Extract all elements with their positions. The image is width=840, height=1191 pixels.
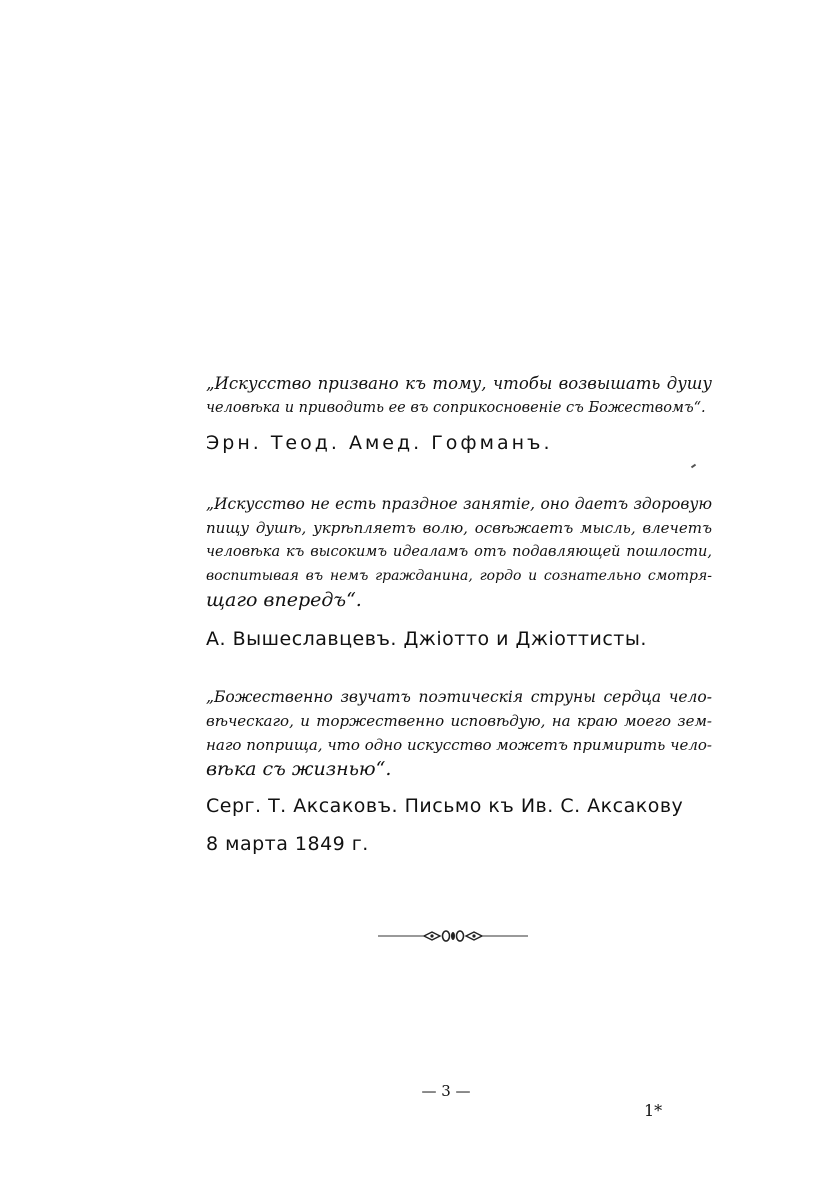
printer-signature-mark: 1* (644, 1101, 663, 1120)
attribution-date: 8 марта 1849 г. (206, 833, 369, 855)
page-number: — 3 — (421, 1082, 471, 1100)
quote-line: „Божественно звучатъ поэтическія струны сердца чело- (206, 688, 712, 706)
epigraph-aksakov (206, 685, 712, 857)
epigraph-hoffmann (206, 372, 712, 456)
attribution: Эрн. Теод. Амед. Гофманъ. (206, 432, 553, 454)
fleuron-rule-ornament-icon (378, 926, 528, 946)
attribution: А. Вышеславцевъ. Джіотто и Джіоттисты. (206, 628, 647, 650)
quote-line: щаго впередъ“. (206, 589, 362, 611)
quote-line: пищу душѣ, укрѣпляетъ волю, освѣжаетъ мысль, влечетъ (206, 519, 712, 537)
quote-line: „Искусство призвано къ тому, чтобы возвышать душу (206, 374, 712, 393)
quote-line: воспитывая въ немъ гражданина, гордо и сознательно смотря- (206, 568, 712, 584)
quote-line: вѣка съ жизнью“. (206, 758, 392, 780)
ink-speck (691, 464, 696, 469)
quote-line: наго поприща, что одно искусство можетъ примирить чело- (206, 736, 712, 754)
quote-line: человѣка и приводить ее въ соприкосновеніе съ Божествомъ“. (206, 400, 706, 416)
attribution: Серг. Т. Аксаковъ. Письмо къ Ив. С. Аксакову (206, 795, 684, 817)
quote-line: „Искусство не есть праздное занятіе, оно даетъ здоровую (206, 495, 712, 513)
epigraph-vysheslavtsev (206, 492, 712, 652)
quote-line: человѣка къ высокимъ идеаламъ отъ подавляющей пошлости, (206, 544, 712, 560)
quote-line: вѣческаго, и торжественно исповѣдую, на краю моего зем- (206, 712, 712, 730)
